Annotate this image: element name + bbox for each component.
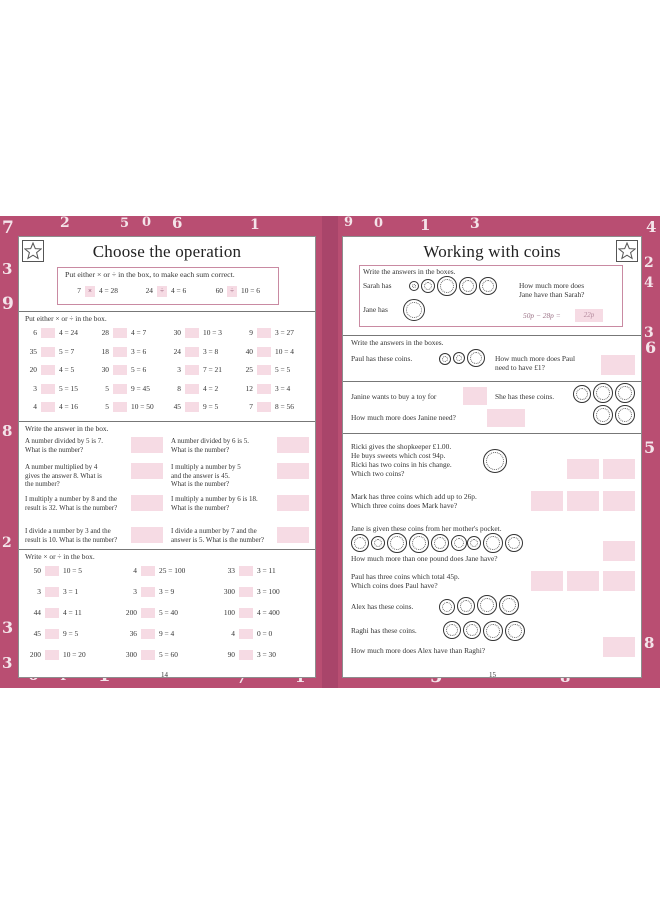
- operand: 35: [29, 346, 37, 356]
- coin-icon: [421, 279, 435, 293]
- coin-icon: [459, 277, 477, 295]
- equation-rest: 10 = 4: [275, 346, 294, 356]
- operator-box[interactable]: [45, 587, 59, 597]
- operand: 33: [227, 566, 235, 575]
- section-divider: [19, 311, 315, 312]
- deco-number: 2: [644, 255, 654, 271]
- equation-rest: 4 = 24: [59, 328, 78, 337]
- equation-rest: 3 = 100: [257, 587, 280, 596]
- operator-box[interactable]: [45, 629, 59, 639]
- operand: 100: [223, 608, 235, 617]
- equation-rest: 3 = 4: [275, 383, 291, 393]
- question-text: Paul has these coins.: [351, 354, 413, 363]
- section-divider: [343, 335, 641, 336]
- operator-box[interactable]: [257, 328, 271, 338]
- operator-box[interactable]: [185, 328, 199, 338]
- jane-label: Jane has: [363, 305, 388, 314]
- operator-box[interactable]: [113, 347, 127, 357]
- operator-box[interactable]: [185, 347, 199, 357]
- operator-box[interactable]: [239, 629, 253, 639]
- problem-text: What is the number?: [25, 445, 84, 454]
- answer-box[interactable]: [601, 355, 635, 375]
- example-operand: 60: [215, 286, 223, 295]
- question-text: Ricki has two coins in his change.: [351, 460, 452, 469]
- operand: 300: [125, 650, 137, 659]
- section-heading: Write × or ÷ in the box.: [25, 552, 95, 561]
- page-title: Choose the operation: [92, 242, 242, 261]
- page-title: Working with coins: [423, 242, 561, 261]
- operand: 4: [231, 629, 235, 638]
- equation-rest: 3 = 8: [203, 346, 219, 356]
- operand: 3: [37, 587, 41, 596]
- section-divider: [19, 549, 315, 550]
- equation-rest: 10 = 5: [63, 566, 82, 575]
- operator-box[interactable]: [113, 402, 127, 412]
- operator-box[interactable]: [239, 566, 253, 576]
- page-number: 14: [161, 671, 168, 679]
- question-text: Which three coins does Mark have?: [351, 501, 458, 510]
- worked-answer: 22p: [575, 309, 603, 322]
- problem-text: answer is 5. What is the number?: [171, 535, 264, 544]
- deco-number: 7: [2, 218, 14, 238]
- problem-text: I divide a number by 3 and the: [25, 527, 111, 535]
- question-text: Paul has three coins which total 45p.: [351, 572, 460, 581]
- equation-rest: 25 = 100: [159, 566, 186, 575]
- coin-icon: [505, 534, 523, 552]
- answer-box[interactable]: [131, 495, 163, 511]
- section-divider: [19, 421, 315, 422]
- operator-box[interactable]: [239, 587, 253, 597]
- equation-rest: 5 = 40: [159, 608, 178, 617]
- equation-rest: 5 = 7: [59, 346, 75, 356]
- question-text: need to have £1?: [495, 363, 545, 372]
- problem-text: A number divided by 5 is 7.: [25, 437, 103, 445]
- coin-icon: [483, 533, 503, 553]
- deco-number: 4: [646, 218, 657, 236]
- operand: 30: [101, 365, 109, 374]
- question-text: Alex has these coins.: [351, 602, 414, 611]
- coin-icon: [483, 449, 507, 473]
- question-text: Mark has three coins which add up to 26p.: [351, 492, 477, 501]
- example-operand: 24: [145, 286, 153, 295]
- operator-box[interactable]: [239, 650, 253, 660]
- problem-text: I multiply a number by 6 is 18.: [171, 495, 258, 503]
- operand: 18: [101, 346, 109, 356]
- answer-box[interactable]: [603, 459, 635, 479]
- deco-number: 3: [644, 325, 654, 341]
- question-text: How much more does Janine need?: [351, 413, 456, 422]
- coin-icon: [409, 281, 419, 291]
- operand: 3: [33, 383, 37, 393]
- answer-box[interactable]: [603, 571, 635, 591]
- operator-box[interactable]: [113, 384, 127, 394]
- answer-box[interactable]: [567, 491, 599, 511]
- answer-box[interactable]: [277, 463, 309, 479]
- problem-text: result is 10. What is the number?: [25, 535, 118, 544]
- operator-box[interactable]: [257, 365, 271, 375]
- coin-icon: [573, 385, 591, 403]
- operator-box[interactable]: [113, 365, 127, 375]
- coin-icon: [505, 621, 525, 641]
- operand: 28: [101, 328, 109, 337]
- operator-box[interactable]: [113, 328, 127, 338]
- question-text: Janine wants to buy a toy for: [351, 392, 437, 401]
- operator-box[interactable]: [45, 566, 59, 576]
- problem-text: I multiply a number by 5: [171, 463, 241, 471]
- deco-number: 5: [120, 216, 130, 231]
- answer-box[interactable]: [277, 495, 309, 511]
- equation-rest: 5 = 5: [275, 365, 291, 374]
- section-heading: Put either × or ÷ in the box.: [25, 314, 107, 323]
- operator-box[interactable]: [141, 629, 155, 639]
- deco-number: 3: [470, 216, 480, 232]
- operand: 200: [125, 608, 137, 617]
- coin-icon: [437, 276, 457, 296]
- question-text: Which coins does Paul have?: [351, 581, 438, 590]
- answer-box[interactable]: [131, 527, 163, 543]
- deco-number: 8: [2, 422, 13, 440]
- problem-text: What is the number?: [171, 480, 230, 488]
- example-rest: 4 = 28: [99, 286, 118, 295]
- operand: 50: [33, 566, 41, 575]
- operator-box[interactable]: [41, 328, 55, 338]
- operator-box[interactable]: [41, 347, 55, 357]
- equation-rest: 4 = 5: [59, 365, 75, 374]
- problem-text: I multiply a number by 8 and the: [25, 495, 117, 503]
- operand: 20: [29, 365, 37, 374]
- equation-rest: 5 = 6: [131, 365, 147, 374]
- equation-rest: 10 = 20: [63, 650, 86, 659]
- deco-number: 9: [2, 294, 14, 314]
- operator-box[interactable]: [141, 587, 155, 597]
- sarah-label: Sarah has: [363, 281, 392, 290]
- operator-box[interactable]: [185, 384, 199, 394]
- worked-sum: 50p − 28p =: [523, 311, 561, 320]
- operator-box[interactable]: [41, 402, 55, 412]
- answer-box[interactable]: [567, 459, 599, 479]
- coin-icon: [439, 599, 455, 615]
- section-heading: Write the answers in the boxes.: [363, 267, 456, 276]
- problem-text: gives the answer 8. What is: [25, 471, 102, 480]
- section-heading: Write the answer in the box.: [25, 424, 109, 433]
- question-text: He buys sweets which cost 94p.: [351, 451, 446, 460]
- operand: 6: [33, 328, 37, 337]
- operand: 44: [33, 608, 41, 617]
- equation-rest: 9 = 45: [131, 383, 150, 393]
- coin-icon: [467, 349, 485, 367]
- operator-box[interactable]: [185, 365, 199, 375]
- question-text: Which two coins?: [351, 469, 405, 478]
- problem-text: A number multiplied by 4: [25, 463, 98, 471]
- coin-icon: [499, 595, 519, 615]
- example-operand: 7: [77, 286, 81, 295]
- operand: 9: [249, 328, 253, 337]
- problem-text: What is the number?: [171, 445, 230, 454]
- operand: 45: [173, 402, 181, 411]
- answer-box[interactable]: [277, 437, 309, 453]
- operator-box[interactable]: [257, 384, 271, 394]
- operator-box[interactable]: [45, 608, 59, 618]
- coin-icon: [457, 597, 475, 615]
- instruction-text: Put either × or ÷ in the box, to make each sum correct.: [65, 270, 235, 279]
- answer-box[interactable]: [603, 637, 635, 657]
- deco-number: 0: [374, 216, 384, 231]
- section-divider: [343, 433, 641, 434]
- operand: 12: [245, 383, 253, 393]
- operand: 200: [29, 650, 41, 659]
- operator-box[interactable]: [185, 402, 199, 412]
- deco-number: 8: [644, 634, 655, 652]
- coin-icon: [467, 536, 481, 550]
- question-text: Raghi has these coins.: [351, 626, 417, 635]
- equation-rest: 3 = 11: [257, 566, 276, 575]
- coin-icon: [483, 621, 503, 641]
- example-operator: ÷: [227, 286, 237, 297]
- question-text: Ricki gives the shopkeeper £1.00.: [351, 442, 452, 451]
- question-text: Jane have than Sarah?: [519, 290, 585, 299]
- deco-number: 3: [2, 618, 14, 637]
- equation-rest: 4 = 16: [59, 402, 78, 411]
- coin-icon: [439, 353, 451, 365]
- coin-icon: [403, 299, 425, 321]
- coin-icon: [593, 405, 613, 425]
- deco-number: 2: [60, 216, 70, 231]
- problem-text: result is 32. What is the number?: [25, 503, 118, 512]
- deco-number: 1: [250, 217, 260, 233]
- problem-text: the number?: [25, 480, 60, 488]
- deco-number: 2: [2, 535, 12, 551]
- operator-box[interactable]: [41, 365, 55, 375]
- coin-icon: [477, 595, 497, 615]
- operator-box[interactable]: [45, 650, 59, 660]
- question-text: She has these coins.: [495, 392, 555, 401]
- coin-icon: [431, 534, 449, 552]
- operator-box[interactable]: [41, 384, 55, 394]
- coin-icon: [463, 621, 481, 639]
- question-text: Jane is given these coins from her mother's pocket.: [351, 524, 502, 533]
- deco-number: 4: [644, 275, 654, 291]
- equation-rest: 4 = 7: [131, 328, 147, 337]
- answer-box[interactable]: [463, 387, 487, 405]
- deco-number: 5: [644, 438, 656, 457]
- operand: 4: [33, 402, 37, 411]
- answer-box[interactable]: [531, 571, 563, 591]
- coin-icon: [615, 405, 635, 425]
- coin-icon: [479, 277, 497, 295]
- example-operator: ×: [85, 286, 95, 297]
- answer-box[interactable]: [567, 571, 599, 591]
- deco-number: 1: [420, 216, 431, 234]
- operator-box[interactable]: [141, 608, 155, 618]
- operand: 5: [105, 402, 109, 411]
- problem-text: What is the number?: [171, 503, 230, 512]
- answer-box[interactable]: [603, 541, 635, 561]
- operator-box[interactable]: [239, 608, 253, 618]
- answer-box[interactable]: [131, 463, 163, 479]
- coin-icon: [409, 533, 429, 553]
- equation-rest: 3 = 30: [257, 650, 276, 659]
- operand: 45: [33, 629, 41, 638]
- problem-text: and the answer is 45.: [171, 471, 230, 480]
- question-text: How much more does Paul: [495, 354, 576, 363]
- operator-box[interactable]: [141, 650, 155, 660]
- answer-box[interactable]: [603, 491, 635, 511]
- equation-rest: 10 = 50: [131, 402, 154, 411]
- operand: 40: [245, 346, 253, 356]
- problem-text: A number divided by 6 is 5.: [171, 437, 249, 445]
- operand: 8: [177, 383, 181, 393]
- equation-rest: 0 = 0: [257, 629, 273, 638]
- answer-box[interactable]: [531, 491, 563, 511]
- question-text: How much more does: [519, 281, 585, 290]
- equation-rest: 10 = 3: [203, 328, 222, 337]
- operand: 5: [105, 383, 109, 393]
- operand: 300: [223, 587, 235, 596]
- operand: 36: [129, 629, 137, 638]
- equation-rest: 5 = 60: [159, 650, 178, 659]
- operand: 7: [249, 402, 253, 411]
- coin-icon: [351, 534, 369, 552]
- deco-number: 0: [142, 216, 152, 230]
- operand: 30: [173, 328, 181, 337]
- deco-number: 3: [2, 260, 13, 278]
- coin-icon: [371, 536, 385, 550]
- operand: 25: [245, 365, 253, 374]
- equation-rest: 4 = 11: [63, 608, 82, 617]
- equation-rest: 4 = 2: [203, 383, 219, 393]
- operator-box[interactable]: [141, 566, 155, 576]
- equation-rest: 4 = 400: [257, 608, 280, 617]
- section-divider: [343, 381, 641, 382]
- operand: 3: [177, 365, 181, 374]
- answer-box[interactable]: [277, 527, 309, 543]
- deco-number: 9: [344, 216, 354, 230]
- equation-rest: 9 = 4: [159, 629, 175, 638]
- example-operator: ÷: [157, 286, 167, 297]
- spine: [322, 216, 338, 688]
- operator-box[interactable]: [257, 402, 271, 412]
- example-rest: 10 = 6: [241, 286, 260, 295]
- deco-number: 6: [645, 338, 657, 357]
- operand: 90: [227, 650, 235, 659]
- deco-number: 3: [2, 654, 13, 672]
- operand: 24: [173, 346, 181, 356]
- problem-text: I divide a number by 7 and the: [171, 527, 257, 535]
- equation-rest: 5 = 15: [59, 383, 78, 393]
- page-number: 15: [489, 671, 496, 679]
- coin-icon: [593, 383, 613, 403]
- deco-number: 6: [172, 216, 183, 232]
- equation-rest: 3 = 27: [275, 328, 294, 337]
- example-rest: 4 = 6: [171, 286, 187, 295]
- equation-rest: 3 = 6: [131, 346, 147, 356]
- equation-rest: 3 = 1: [63, 587, 79, 596]
- equation-rest: 9 = 5: [63, 629, 79, 638]
- question-text: How much more than one pound does Jane have?: [351, 554, 498, 563]
- left-page: [18, 236, 316, 678]
- answer-box[interactable]: [487, 409, 525, 427]
- equation-rest: 7 = 21: [203, 365, 222, 374]
- operand: 4: [133, 566, 137, 575]
- workbook-spread: [0, 216, 660, 688]
- section-heading: Write the answers in the boxes.: [351, 338, 444, 347]
- coin-icon: [443, 621, 461, 639]
- equation-rest: 9 = 5: [203, 402, 219, 411]
- coin-icon: [451, 535, 467, 551]
- equation-rest: 3 = 9: [159, 587, 175, 596]
- answer-box[interactable]: [131, 437, 163, 453]
- question-text: How much more does Alex have than Raghi?: [351, 646, 486, 655]
- equation-rest: 8 = 56: [275, 402, 294, 411]
- coin-icon: [453, 352, 465, 364]
- coin-icon: [615, 383, 635, 403]
- operator-box[interactable]: [257, 347, 271, 357]
- coin-icon: [387, 533, 407, 553]
- operand: 3: [133, 587, 137, 596]
- right-page: [342, 236, 642, 678]
